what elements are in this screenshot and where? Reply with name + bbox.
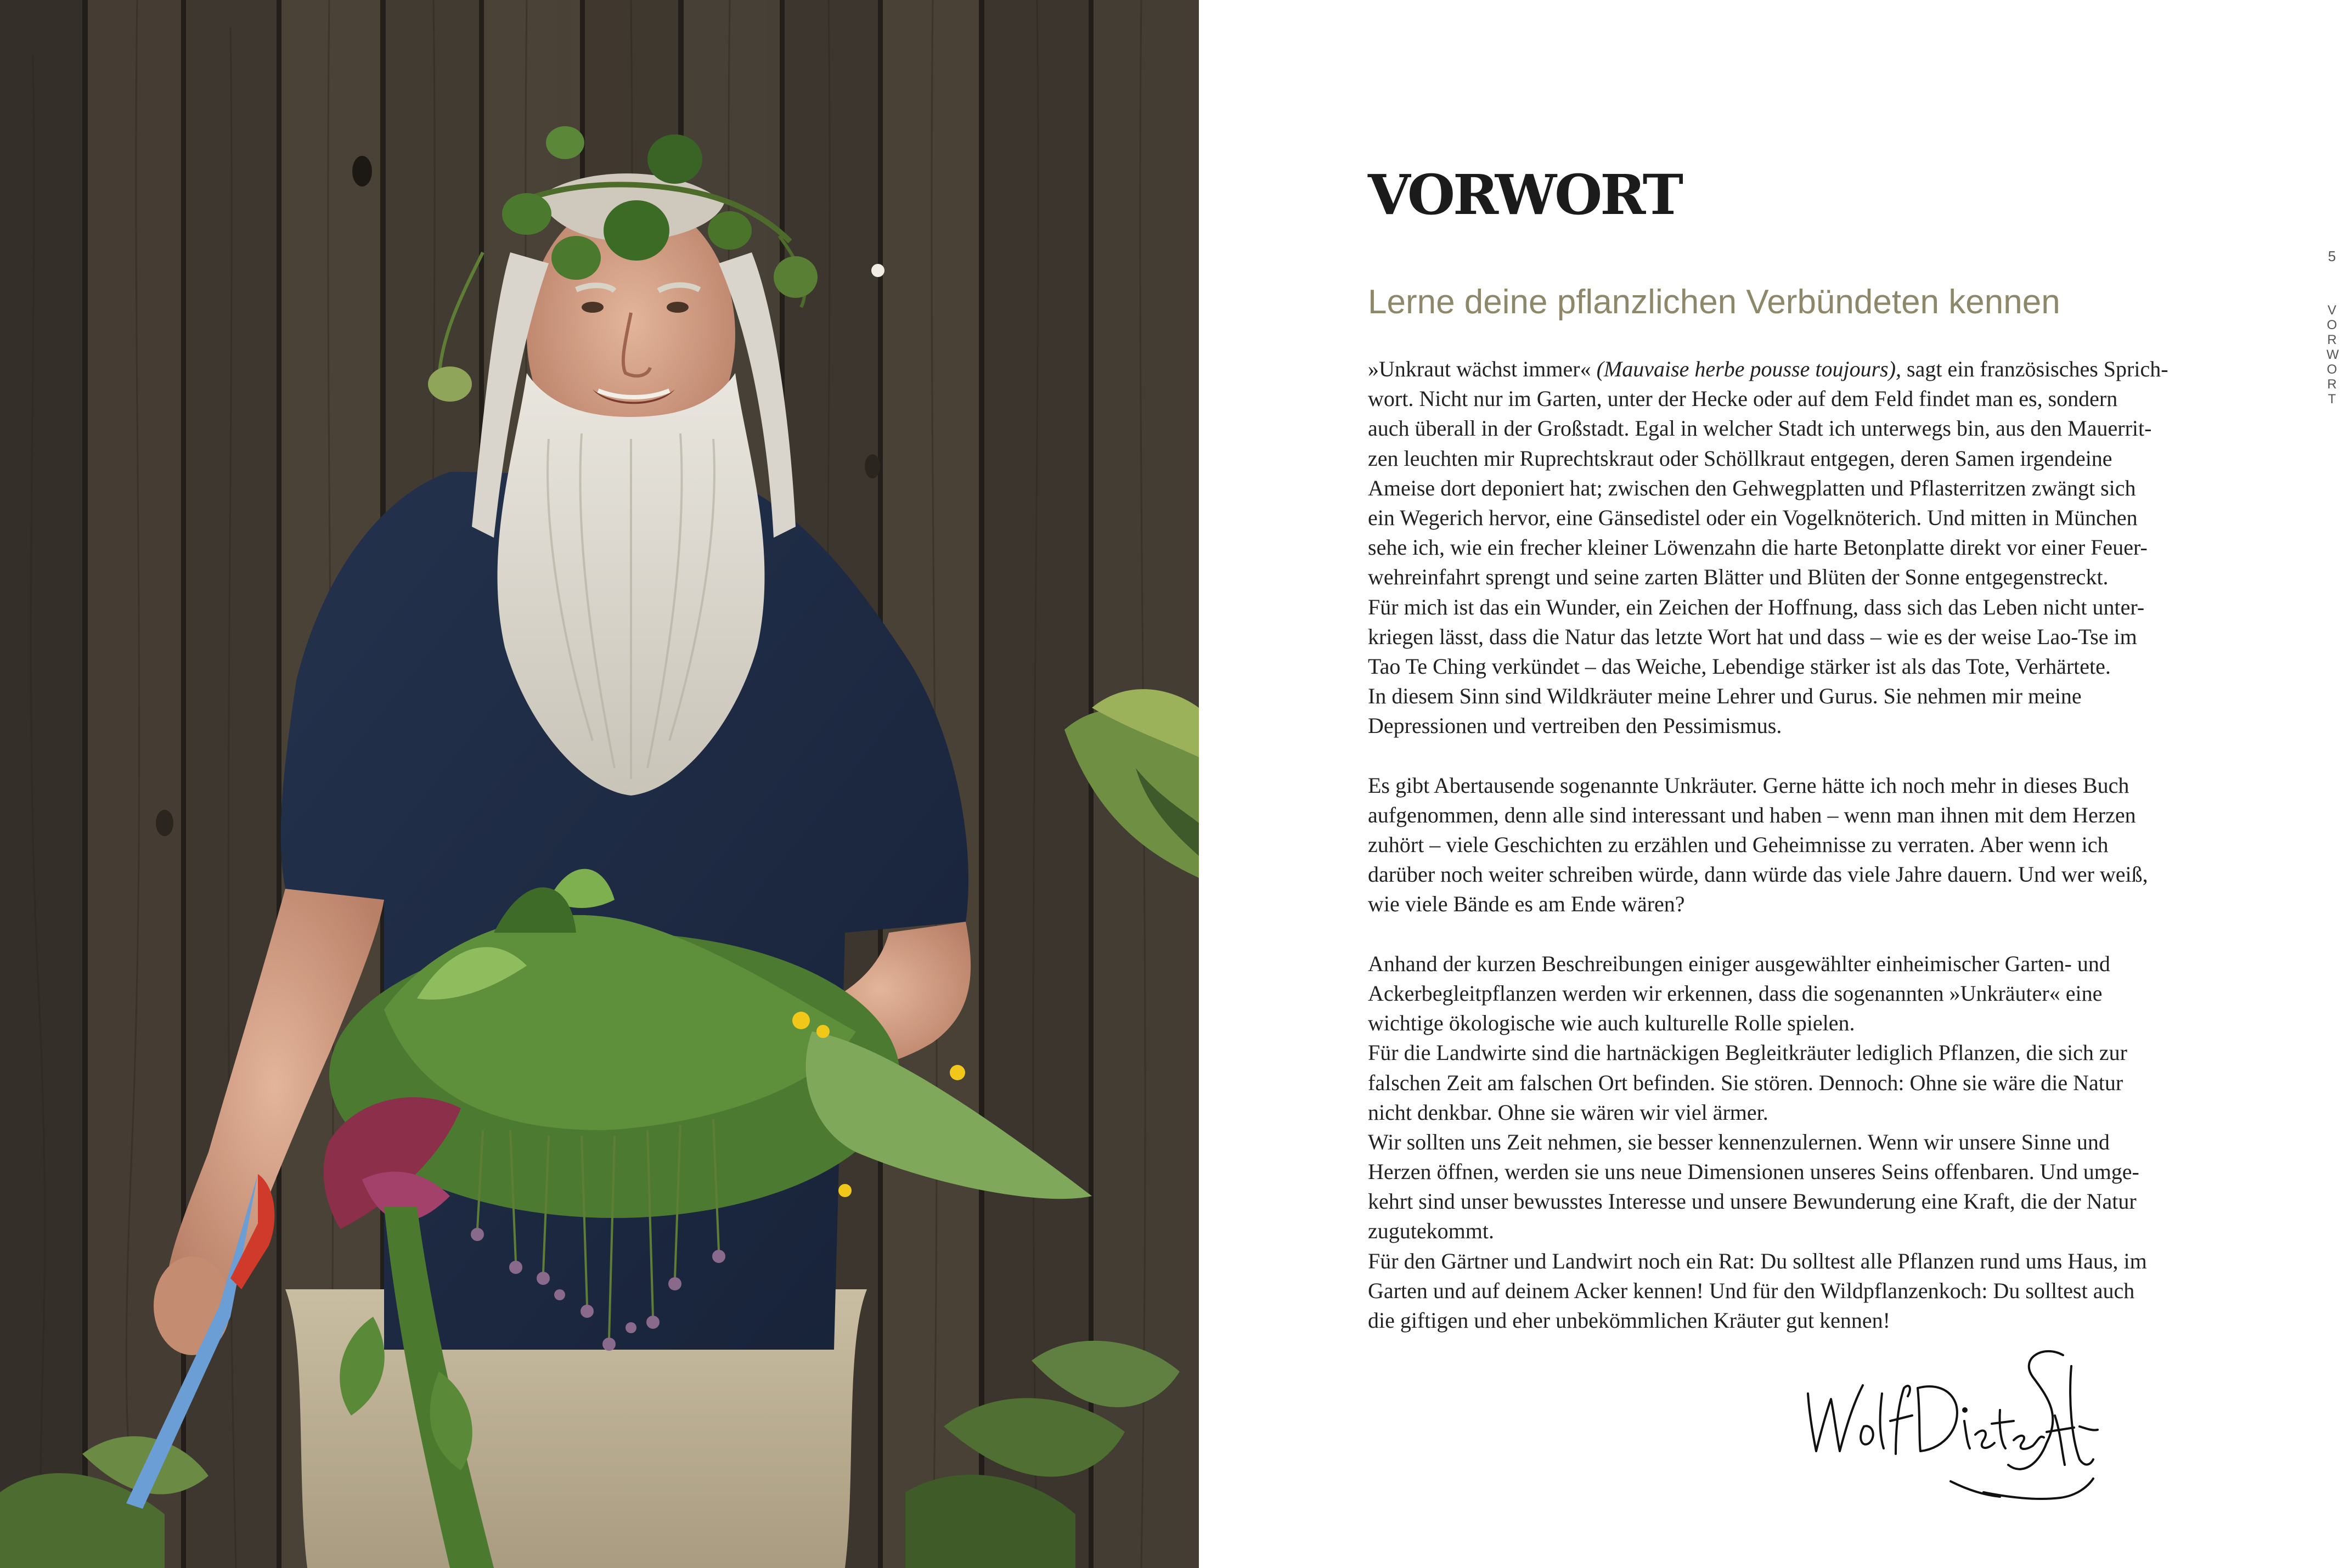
body-text-line [1368, 1038, 2191, 1068]
body-text-line [1368, 473, 2191, 503]
body-text-line [1368, 1276, 2191, 1306]
author-signature [1802, 1333, 2099, 1509]
body-text-line [1368, 1306, 2191, 1335]
body-text-line [1368, 444, 2191, 473]
text-run: kehrt sind unser bewusstes Interesse und unsere Bewunderung eine Kraft, die der Natur [1368, 1189, 2137, 1214]
running-head-letter: O [2326, 362, 2337, 377]
text-run: kriegen lässt, dass die Natur das letzte Wort hat und dass – wie es der weise Lao-Tse im [1368, 624, 2137, 649]
body-text-line [1368, 354, 2191, 384]
body-text-line [1368, 711, 2191, 741]
text-run: sagt ein französisches Sprich- [1901, 357, 2168, 381]
text-run: aufgenommen, denn alle sind interessant und haben – wenn man ihnen mit dem Herzen [1368, 802, 2136, 827]
body-text-line [1368, 830, 2191, 860]
text-run: Ameise dort deponiert hat; zwischen den Gehwegplatten und Pflasterritzen zwängt sich [1368, 475, 2136, 500]
text-run: Anhand der kurzen Beschreibungen einiger ausgewählter einheimischer Garten- und [1368, 951, 2110, 976]
italic-text-run: (Mauvaise herbe pousse toujours), [1596, 357, 1902, 381]
body-text-line [1368, 800, 2191, 830]
body-text-line [1368, 1246, 2191, 1276]
body-text-line [1368, 593, 2191, 622]
text-run: Für den Gärtner und Landwirt noch ein Rat: Du solltest alle Pflanzen rund ums Haus, im [1368, 1248, 2147, 1273]
body-text-line [1368, 1068, 2191, 1098]
text-run: zen leuchten mir Ruprechtskraut oder Schöllkraut entgegen, deren Samen irgendeine [1368, 445, 2112, 471]
text-run: wehreinfahrt sprengt und seine zarten Blätter und Blüten der Sonne entgegenstreckt. [1368, 565, 2109, 590]
paragraph-gap [1368, 920, 2191, 949]
body-text-line [1368, 771, 2191, 800]
body-text-line [1368, 1187, 2191, 1216]
text-run: ein Wegerich hervor, eine Gänsedistel oder ein Vogelknöterich. Und mitten in München [1368, 505, 2138, 530]
text-run: In diesem Sinn sind Wildkräuter meine Lehrer und Gurus. Sie nehmen mir meine [1368, 684, 2082, 709]
text-run: Für mich ist das ein Wunder, ein Zeichen der Hoffnung, dass sich das Leben nicht unter- [1368, 594, 2145, 619]
body-text-line [1368, 414, 2191, 443]
body-text-line [1368, 562, 2191, 592]
text-run: darüber noch weiter schreiben würde, dann würde das viele Jahre dauern. Und wer weiß, [1368, 862, 2148, 887]
body-text-line [1368, 1216, 2191, 1246]
body-text-line [1368, 1127, 2191, 1157]
running-head-letter: R [2327, 377, 2337, 392]
text-run: die giftigen und eher unbekömmlichen Kräuter gut kennen! [1368, 1308, 1890, 1333]
text-run: wort. Nicht nur im Garten, unter der Hecke oder auf dem Feld findet man es, sondern [1368, 386, 2118, 411]
page-subtitle: Lerne deine pflanzlichen Verbündeten kennen [1368, 283, 2060, 321]
running-head-letter: V [2327, 303, 2336, 318]
running-head [2326, 303, 2337, 407]
body-text-line [1368, 1157, 2191, 1187]
body-text-line [1368, 889, 2191, 919]
text-run: auch überall in der Großstadt. Egal in welcher Stadt ich unterwegs bin, aus den Mauerrit- [1368, 416, 2152, 441]
text-run: wichtige ökologische wie auch kulturelle Rolle spielen. [1368, 1011, 1855, 1036]
text-run: sehe ich, wie ein frecher kleiner Löwenzahn die harte Betonplatte direkt vor einer Feuer- [1368, 535, 2148, 560]
running-head-letter: W [2326, 347, 2339, 362]
body-text-line [1368, 1098, 2191, 1127]
text-run: Herzen öffnen, werden sie uns neue Dimensionen unseres Seins offenbaren. Und umge- [1368, 1159, 2139, 1185]
text-run: Garten und auf deinem Acker kennen! Und für den Wildpflanzenkoch: Du solltest auch [1368, 1278, 2135, 1303]
body-text-line [1368, 533, 2191, 562]
body-text-line [1368, 384, 2191, 414]
body-text-line [1368, 979, 2191, 1008]
text-run: zuhört – viele Geschichten zu erzählen und Geheimnisse zu verraten. Aber wenn ich [1368, 832, 2109, 857]
body-text-line [1368, 503, 2191, 533]
text-run: Tao Te Ching verkündet – das Weiche, Lebendige stärker ist als das Tote, Verhärtete. [1368, 653, 2111, 679]
text-run: Wir sollten uns Zeit nehmen, sie besser kennenzulernen. Wenn wir unsere Sinne und [1368, 1129, 2110, 1154]
text-run: Ackerbegleitpflanzen werden wir erkennen, dass die sogenannten »Unkräuter« eine [1368, 980, 2103, 1006]
text-run: wie viele Bände es am Ende wären? [1368, 892, 1685, 917]
body-text-line [1368, 860, 2191, 889]
paragraph-gap [1368, 741, 2191, 770]
running-head-letter: O [2326, 318, 2337, 332]
text-run: falschen Zeit am falschen Ort befinden. Sie stören. Dennoch: Ohne sie wäre die Natur [1368, 1070, 2123, 1095]
body-text-line [1368, 652, 2191, 681]
text-run: Es gibt Abertausende sogenannte Unkräuter. Gerne hätte ich noch mehr in dieses Buch [1368, 772, 2129, 798]
page-number: 5 [2328, 248, 2336, 264]
text-run: zugutekommt. [1368, 1219, 1494, 1244]
text-run: »Unkraut wächst immer« [1368, 357, 1597, 381]
page-title: VORWORT [1368, 162, 1682, 227]
text-page [1199, 0, 2344, 1568]
body-text-line [1368, 949, 2191, 979]
running-head-letter: T [2328, 392, 2336, 407]
text-run: Für die Landwirte sind die hartnäckigen Begleitkräuter lediglich Pflanzen, die sich zur [1368, 1040, 2127, 1065]
text-run: Depressionen und vertreiben den Pessimismus. [1368, 713, 1782, 738]
text-run: nicht denkbar. Ohne sie wären wir viel ärmer. [1368, 1099, 1768, 1125]
running-head-letter: R [2327, 332, 2337, 347]
body-text-line [1368, 681, 2191, 711]
body-text [1368, 354, 2191, 1335]
body-text-line [1368, 1008, 2191, 1038]
body-text-line [1368, 622, 2191, 652]
